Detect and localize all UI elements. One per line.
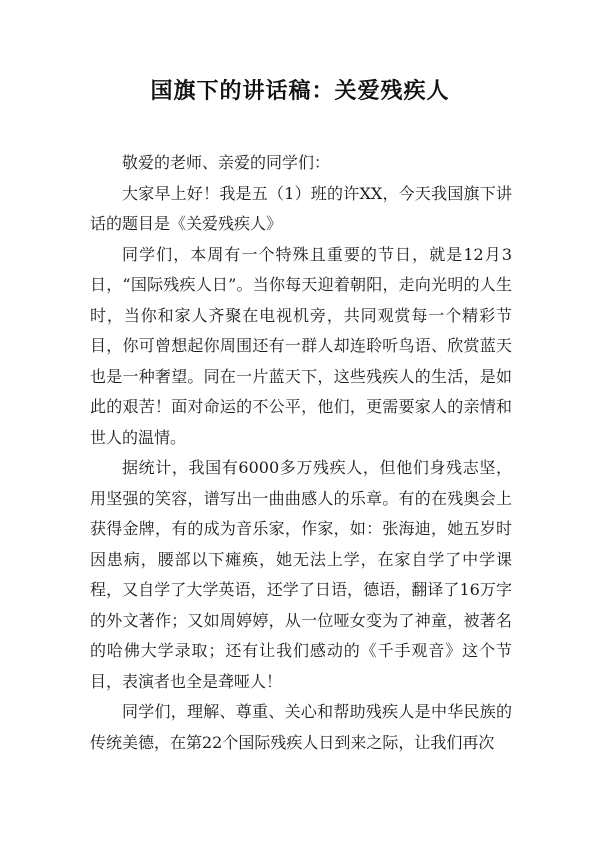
greeting-paragraph: 敬爱的老师、亲爱的同学们：	[122, 153, 331, 172]
body-paragraph: 同学们，本周有一个特殊且重要的节日，就是12月3日，“国际残疾人日”。当你每天迎着朝阳，走向光明的人生时，当你和家人齐聚在电视机旁，共同观赏每一个精彩节目，你可曾想起你周围还有一群人却连聆听鸟语、欣赏蓝天也是一种奢望。同在一片蓝天下，这些残疾人的生活，是如此的艰苦！面对命运的不公平，他们，更需要家人的亲情和世人的温情。	[90, 244, 512, 447]
body-paragraph: 大家早上好！我是五（1）班的许XX，今天我国旗下讲话的题目是《关爱残疾人》	[90, 183, 512, 233]
body-paragraph: 同学们，理解、尊重、关心和帮助残疾人是中华民族的传统美德，在第22个国际残疾人日到来之际，让我们再次	[90, 702, 512, 752]
document-title: 国旗下的讲话稿：关爱残疾人	[150, 78, 450, 104]
document-body	[90, 148, 512, 758]
body-paragraph: 据统计，我国有6000多万残疾人，但他们身残志坚，用坚强的笑容，谱写出一曲曲感人的乐章。有的在残奥会上获得金牌，有的成为音乐家，作家，如：张海迪，她五岁时因患病，腰部以下瘫痪，她无法上学，在家自学了中学课程，又自学了大学英语，还学了日语，德语，翻译了16万字的外文著作；又如周婷婷，从一位哑女变为了神童，被著名的哈佛大学录取；还有让我们感动的《千手观音》这个节目，表演者也全是聋哑人！	[90, 458, 512, 691]
